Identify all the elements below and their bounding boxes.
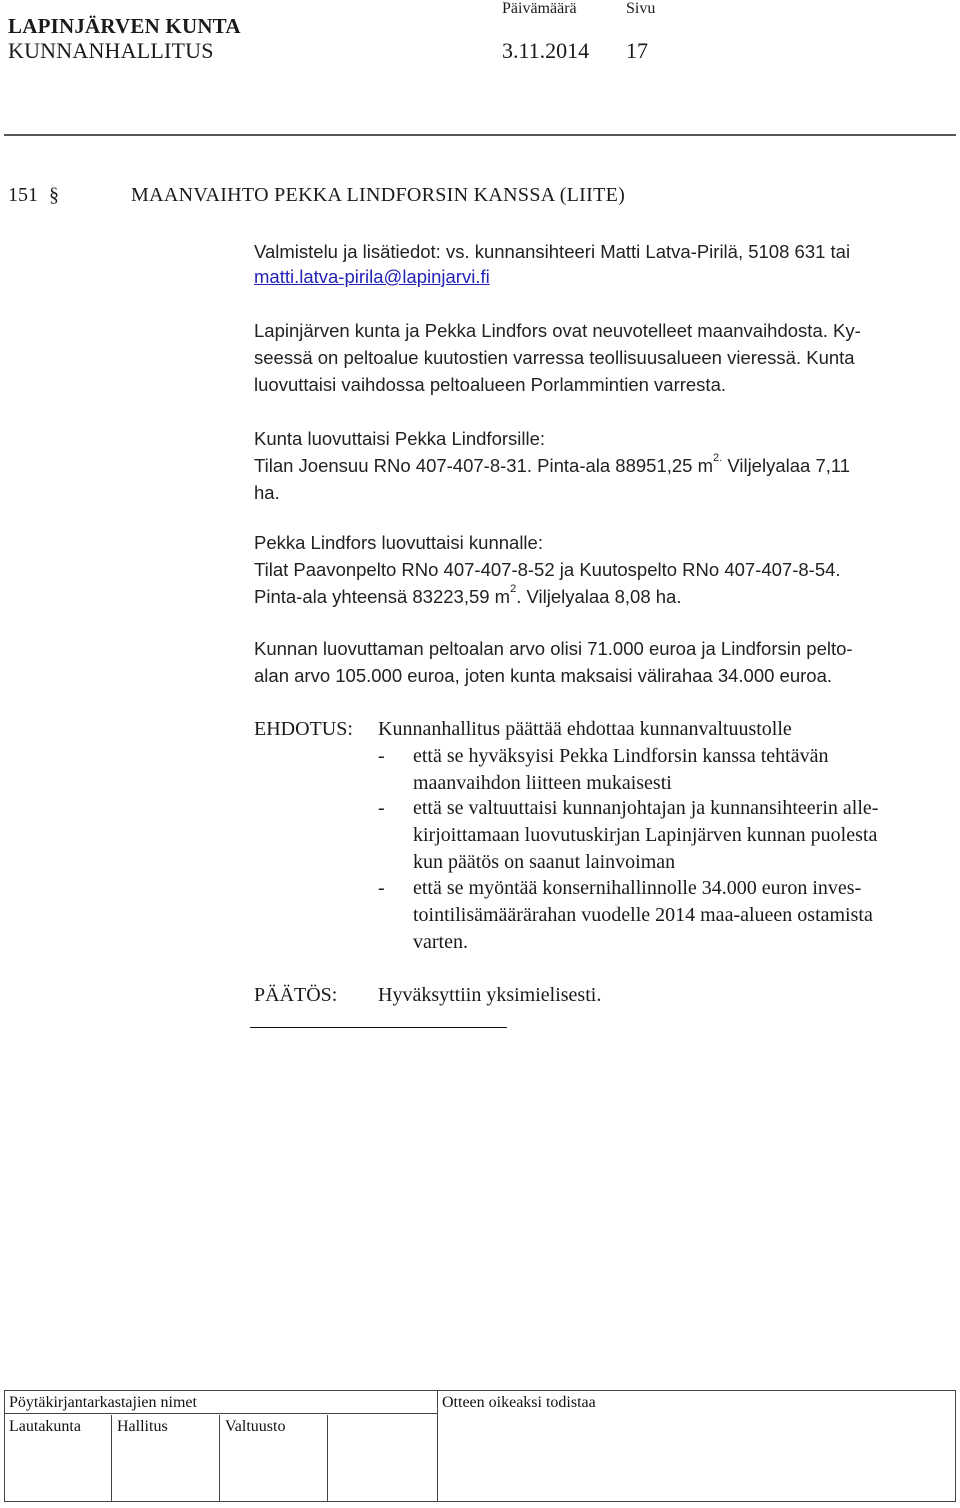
proposal-item: että se hyväksyisi Pekka Lindforsin kanssa tehtävän (413, 745, 829, 767)
header-divider (4, 134, 956, 136)
footer-table (4, 1390, 956, 1502)
area-unit-superscript: 2 (510, 583, 517, 595)
meeting-date: 3.11.2014 (502, 38, 590, 63)
proposal-item: että se valtuuttaisi kunnanjohtajan ja kunnansihteerin alle- (413, 797, 879, 819)
kunta-heading: Kunta luovuttaisi Pekka Lindforsille: (254, 428, 546, 449)
footer-col-hallitus: Hallitus (117, 1418, 168, 1435)
pekka-heading: Pekka Lindfors luovuttaisi kunnalle: (254, 532, 543, 553)
intro-line: Lapinjärven kunta ja Pekka Lindfors ovat neuvotelleet maanvaihdosta. Ky- (254, 320, 861, 341)
kunta-cultivated-area: Viljelyalaa 7,11 (722, 455, 851, 476)
intro-line: seessä on peltoalue kuutostien varressa teollisuusalueen vieressä. Kunta (254, 347, 855, 368)
proposal-item: maanvaihdon liitteen mukaisesti (413, 772, 672, 794)
signature-line (250, 1027, 507, 1028)
decision-text: Hyväksyttiin yksimielisesti. (378, 984, 602, 1006)
footer-col-valtuusto: Valtuusto (225, 1418, 286, 1435)
paragraph-mark: § (49, 184, 59, 206)
section-number: 151 (8, 184, 38, 206)
pekka-area-text: Pinta-ala yhteensä 83223,59 m (254, 586, 511, 607)
footer-row-divider (5, 1413, 437, 1414)
footer-divider (437, 1391, 438, 1501)
area-unit-superscript: 2. (713, 452, 723, 464)
footer-cell-divider (327, 1415, 328, 1501)
page-label: Sivu (626, 0, 656, 17)
department-name: KUNNANHALLITUS (8, 38, 214, 63)
list-dash: - (378, 745, 385, 767)
preparation-line: Valmistelu ja lisätiedot: vs. kunnansihteeri Matti Latva-Pirilä, 5108 631 tai (254, 241, 851, 262)
proposal-label: EHDOTUS: (254, 718, 353, 740)
date-label: Päivämäärä (502, 0, 577, 17)
proposal-item: että se myöntää konsernihallinnolle 34.000 euron inves- (413, 877, 862, 899)
footer-col-lautakunta: Lautakunta (9, 1418, 81, 1435)
kunta-property-line-end: ha. (254, 482, 280, 503)
list-dash: - (378, 877, 385, 899)
pekka-property-line: Tilat Paavonpelto RNo 407-407-8-52 ja Kuutospelto RNo 407-407-8-54. (254, 559, 841, 580)
proposal-item: kun päätös on saanut lainvoiman (413, 851, 676, 873)
intro-line: luovuttaisi vaihdossa peltoalueen Porlammintien varresta. (254, 374, 727, 395)
organization-name: LAPINJÄRVEN KUNTA (8, 14, 241, 38)
proposal-item: kirjoittamaan luovutuskirjan Lapinjärven kunnan puolesta (413, 824, 878, 846)
value-line: alan arvo 105.000 euroa, joten kunta maksaisi välirahaa 34.000 euroa. (254, 665, 832, 686)
section-title: MAANVAIHTO PEKKA LINDFORSIN KANSSA (LIITE) (131, 184, 626, 206)
proposal-item: varten. (413, 931, 468, 953)
footer-cell-divider (111, 1415, 112, 1501)
kunta-property-text: Tilan Joensuu RNo 407-407-8-31. Pinta-ala 88951,25 m (254, 455, 714, 476)
pekka-area-line (254, 583, 682, 608)
proposal-item: tointilisämäärärahan vuodelle 2014 maa-alueen ostamista (413, 904, 873, 926)
value-line: Kunnan luovuttaman peltoalan arvo olisi 71.000 euroa ja Lindforsin pelto- (254, 638, 853, 659)
reviewers-label: Pöytäkirjantarkastajien nimet (9, 1394, 197, 1411)
contact-email-link[interactable]: matti.latva-pirila@lapinjarvi.fi (254, 266, 490, 287)
pekka-cultivated-area: . Viljelyalaa 8,08 ha. (516, 586, 682, 607)
certified-label: Otteen oikeaksi todistaa (442, 1394, 596, 1411)
list-dash: - (378, 797, 385, 819)
proposal-intro: Kunnanhallitus päättää ehdottaa kunnanvaltuustolle (378, 718, 792, 740)
page-number: 17 (626, 38, 648, 63)
decision-label: PÄÄTÖS: (254, 984, 338, 1006)
footer-cell-divider (219, 1415, 220, 1501)
kunta-property-line (254, 452, 851, 477)
